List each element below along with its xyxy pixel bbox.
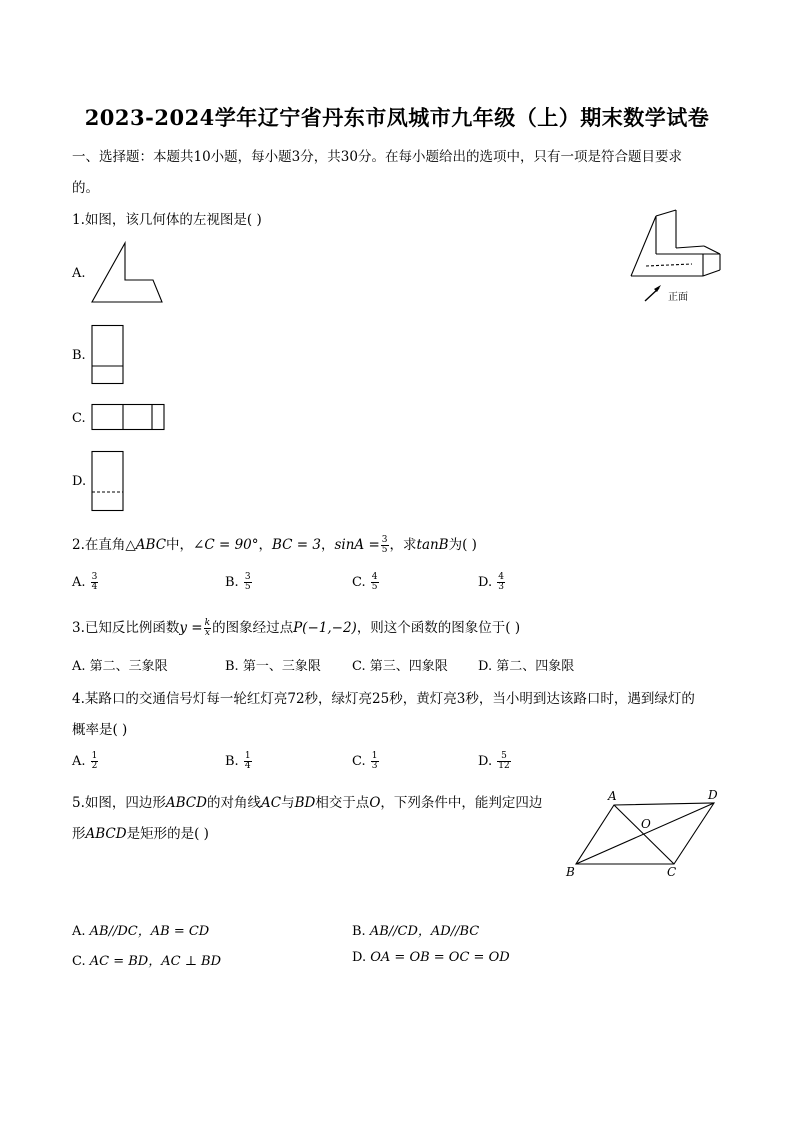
q3-stem: 3.已知反比例函数y = $\frac{k}{x}$ 的图象经过点P(−1,−2)，则这个函数的图象位于( ) <box>72 618 521 638</box>
q1-option-a-label: A. <box>72 266 86 281</box>
q1-option-d-label: D. <box>72 474 87 489</box>
q5-option-b: B. AB//CD，AD//BC <box>352 924 480 939</box>
vertex-b-label: B <box>566 865 575 879</box>
q1-stem: 1.如图，该几何体的左视图是( ) <box>72 212 262 228</box>
q1-option-c-figure <box>90 403 168 433</box>
q3-option-d: D. 第二、四象限 <box>478 659 575 674</box>
front-view-label: 正面 <box>668 292 688 303</box>
q2-option-d: D. $\frac{4}{3}$ <box>478 572 504 592</box>
q4-option-d: D. $\frac{5}{12}$ <box>478 751 510 771</box>
q5-option-c: C. AC = BD，AC ⊥ BD <box>72 954 222 969</box>
q5-stem-line1: 5.如图，四边形ABCD的对角线AC与BD相交于点O，下列条件中，能判定四边 <box>72 795 543 811</box>
q1-option-a-figure <box>90 241 166 305</box>
q3-option-a: A. 第二、三象限 <box>72 659 168 674</box>
q1-option-c-label: C. <box>72 411 86 426</box>
q4-option-a: A. $\frac{1}{2}$ <box>72 751 98 771</box>
q1-option-d-figure <box>90 450 126 514</box>
q4-option-b: B. $\frac{1}{4}$ <box>225 751 251 771</box>
q5-parallelogram-figure <box>560 786 726 884</box>
section-instructions-line1: 一、选择题：本题共10小题，每小题3分，共30分。在每小题给出的选项中，只有一项是符合题目要求 <box>72 149 682 165</box>
q3-option-b: B. 第一、三象限 <box>225 659 321 674</box>
vertex-c-label: C <box>667 865 677 879</box>
q5-option-d: D. OA = OB = OC = OD <box>352 950 510 965</box>
q5-stem-line2: 形ABCD是矩形的是( ) <box>72 826 209 842</box>
q2-option-a: A. $\frac{3}{4}$ <box>72 572 98 592</box>
q1-solid-figure <box>626 208 722 308</box>
q2-stem: 2.在直角△ABC中，∠C = 90°，BC = 3，sinA = $\frac{3}{5}$ ，求tanB为( ) <box>72 535 477 555</box>
section-instructions-line2: 的。 <box>72 180 99 196</box>
q5-option-a: A. AB//DC，AB = CD <box>72 924 210 939</box>
q1-option-b-figure <box>90 324 126 386</box>
q2-option-b: B. $\frac{3}{5}$ <box>225 572 251 592</box>
vertex-d-label: D <box>708 788 718 802</box>
page-title: 2023-2024学年辽宁省丹东市凤城市九年级（上）期末数学试卷 <box>84 105 710 130</box>
q4-stem-line2: 概率是( ) <box>72 722 128 738</box>
q1-option-b-label: B. <box>72 348 86 363</box>
q4-option-c: C. $\frac{1}{3}$ <box>352 751 378 771</box>
q2-option-c: C. $\frac{4}{5}$ <box>352 572 378 592</box>
q4-stem-line1: 4.某路口的交通信号灯每一轮红灯亮72秒，绿灯亮25秒，黄灯亮3秒，当小明到达该路口时，遇到绿灯的 <box>72 691 695 707</box>
q3-option-c: C. 第三、四象限 <box>352 659 448 674</box>
vertex-a-label: A <box>608 789 617 803</box>
point-o-label: O <box>641 817 651 831</box>
